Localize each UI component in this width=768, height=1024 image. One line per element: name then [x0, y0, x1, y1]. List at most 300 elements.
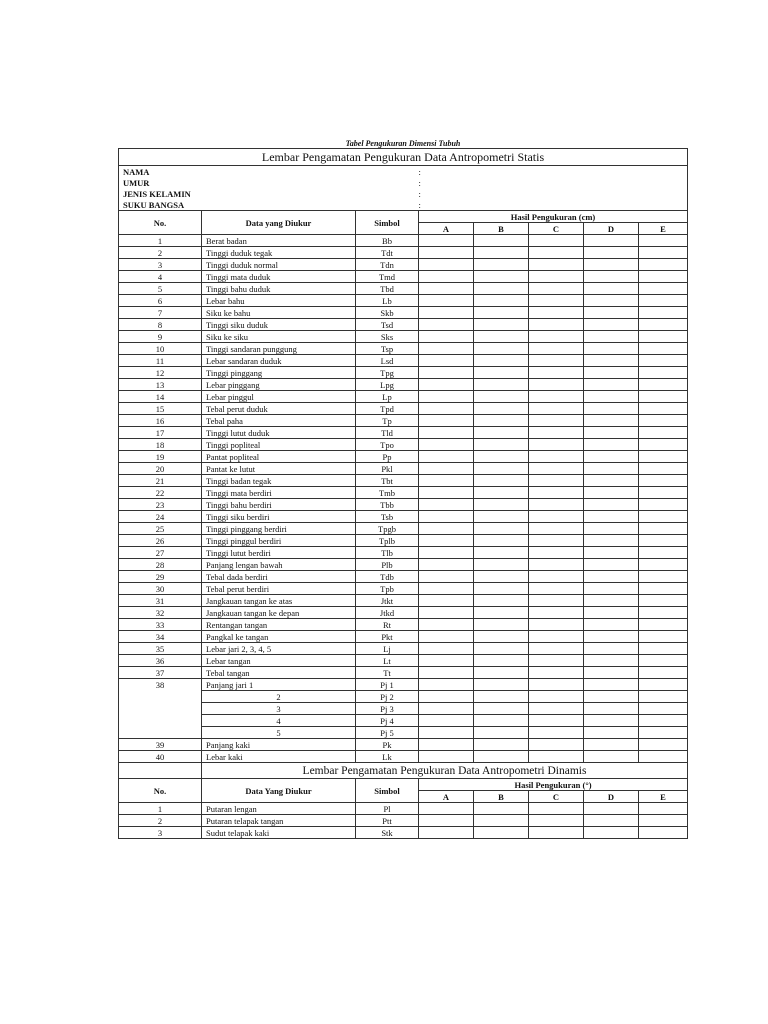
result-cell-c[interactable] [529, 751, 584, 763]
result-cell-e[interactable] [639, 307, 688, 319]
result-cell-b[interactable] [474, 739, 529, 751]
result-cell-e[interactable] [639, 475, 688, 487]
result-cell-c[interactable] [529, 803, 584, 815]
info-field-value[interactable]: : [419, 188, 688, 199]
result-cell-d[interactable] [584, 803, 639, 815]
result-cell-b[interactable] [474, 463, 529, 475]
result-cell-d[interactable] [584, 403, 639, 415]
result-cell-a[interactable] [419, 691, 474, 703]
result-cell-d[interactable] [584, 727, 639, 739]
result-cell-e[interactable] [639, 583, 688, 595]
result-cell-e[interactable] [639, 535, 688, 547]
result-cell-d[interactable] [584, 815, 639, 827]
result-cell-d[interactable] [584, 535, 639, 547]
result-cell-d[interactable] [584, 475, 639, 487]
result-cell-d[interactable] [584, 715, 639, 727]
result-cell-d[interactable] [584, 571, 639, 583]
result-cell-b[interactable] [474, 235, 529, 247]
result-cell-a[interactable] [419, 343, 474, 355]
result-cell-c[interactable] [529, 475, 584, 487]
result-cell-e[interactable] [639, 691, 688, 703]
row-measure: Siku ke bahu [202, 307, 356, 319]
result-cell-c[interactable] [529, 619, 584, 631]
row-measure: 4 [202, 715, 356, 727]
result-cell-e[interactable] [639, 643, 688, 655]
result-cell-c[interactable] [529, 667, 584, 679]
header-no: No. [119, 779, 202, 803]
info-field-label: SUKU BANGSA [119, 199, 419, 211]
result-cell-a[interactable] [419, 619, 474, 631]
result-cell-d[interactable] [584, 307, 639, 319]
result-cell-c[interactable] [529, 295, 584, 307]
row-number: 6 [119, 295, 202, 307]
result-cell-d[interactable] [584, 343, 639, 355]
result-cell-a[interactable] [419, 595, 474, 607]
result-cell-a[interactable] [419, 295, 474, 307]
result-cell-c[interactable] [529, 595, 584, 607]
result-cell-c[interactable] [529, 703, 584, 715]
result-cell-a[interactable] [419, 427, 474, 439]
result-cell-c[interactable] [529, 727, 584, 739]
result-cell-e[interactable] [639, 295, 688, 307]
row-symbol: Rt [356, 619, 419, 631]
row-symbol: Tmb [356, 487, 419, 499]
page-title: Tabel Pengukuran Dimensi Tubuh [345, 139, 461, 148]
result-cell-a[interactable] [419, 547, 474, 559]
result-cell-a[interactable] [419, 319, 474, 331]
info-field-label: JENIS KELAMIN [119, 188, 419, 199]
result-cell-c[interactable] [529, 739, 584, 751]
header-no: No. [119, 211, 202, 235]
result-cell-c[interactable] [529, 307, 584, 319]
result-cell-e[interactable] [639, 715, 688, 727]
info-field-value[interactable]: : [419, 177, 688, 188]
result-cell-e[interactable] [639, 367, 688, 379]
result-cell-c[interactable] [529, 259, 584, 271]
result-cell-a[interactable] [419, 487, 474, 499]
result-cell-a[interactable] [419, 739, 474, 751]
result-cell-b[interactable] [474, 487, 529, 499]
row-symbol: Tdt [356, 247, 419, 259]
row-measure: Lebar jari 2, 3, 4, 5 [202, 643, 356, 655]
result-cell-b[interactable] [474, 367, 529, 379]
row-symbol: Jtkt [356, 595, 419, 607]
row-measure: Tebal tangan [202, 667, 356, 679]
result-cell-e[interactable] [639, 679, 688, 691]
result-cell-c[interactable] [529, 583, 584, 595]
result-cell-a[interactable] [419, 415, 474, 427]
result-cell-c[interactable] [529, 463, 584, 475]
table-row [119, 391, 688, 403]
row-measure: Tebal perut duduk [202, 403, 356, 415]
result-cell-e[interactable] [639, 559, 688, 571]
result-cell-d[interactable] [584, 499, 639, 511]
result-cell-d[interactable] [584, 487, 639, 499]
result-cell-a[interactable] [419, 247, 474, 259]
result-cell-c[interactable] [529, 607, 584, 619]
result-cell-d[interactable] [584, 451, 639, 463]
result-cell-d[interactable] [584, 607, 639, 619]
result-cell-e[interactable] [639, 403, 688, 415]
result-cell-e[interactable] [639, 751, 688, 763]
result-cell-c[interactable] [529, 391, 584, 403]
result-cell-e[interactable] [639, 247, 688, 259]
row-measure: Lebar kaki [202, 751, 356, 763]
row-measure: Tebal dada berdiri [202, 571, 356, 583]
result-cell-b[interactable] [474, 751, 529, 763]
result-cell-a[interactable] [419, 403, 474, 415]
table-row [119, 307, 688, 319]
result-cell-e[interactable] [639, 815, 688, 827]
result-cell-c[interactable] [529, 571, 584, 583]
result-cell-a[interactable] [419, 583, 474, 595]
result-cell-e[interactable] [639, 511, 688, 523]
result-cell-b[interactable] [474, 815, 529, 827]
result-cell-d[interactable] [584, 427, 639, 439]
result-cell-e[interactable] [639, 487, 688, 499]
result-cell-e[interactable] [639, 427, 688, 439]
result-cell-e[interactable] [639, 451, 688, 463]
result-cell-b[interactable] [474, 271, 529, 283]
result-cell-d[interactable] [584, 827, 639, 839]
result-cell-e[interactable] [639, 655, 688, 667]
row-number: 10 [119, 343, 202, 355]
result-cell-e[interactable] [639, 803, 688, 815]
result-cell-a[interactable] [419, 703, 474, 715]
result-cell-e[interactable] [639, 571, 688, 583]
result-cell-d[interactable] [584, 355, 639, 367]
result-cell-d[interactable] [584, 379, 639, 391]
result-cell-b[interactable] [474, 331, 529, 343]
result-cell-b[interactable] [474, 571, 529, 583]
result-cell-b[interactable] [474, 559, 529, 571]
result-cell-b[interactable] [474, 547, 529, 559]
result-cell-c[interactable] [529, 439, 584, 451]
result-cell-d[interactable] [584, 667, 639, 679]
result-cell-c[interactable] [529, 679, 584, 691]
result-cell-c[interactable] [529, 715, 584, 727]
result-cell-d[interactable] [584, 583, 639, 595]
result-cell-b[interactable] [474, 451, 529, 463]
result-cell-b[interactable] [474, 511, 529, 523]
result-cell-e[interactable] [639, 827, 688, 839]
result-cell-b[interactable] [474, 643, 529, 655]
header-col-a: A [419, 791, 474, 803]
result-cell-a[interactable] [419, 331, 474, 343]
result-cell-a[interactable] [419, 559, 474, 571]
row-number: 23 [119, 499, 202, 511]
result-cell-a[interactable] [419, 307, 474, 319]
result-cell-a[interactable] [419, 571, 474, 583]
row-symbol: Pk [356, 739, 419, 751]
result-cell-c[interactable] [529, 827, 584, 839]
table-row [119, 559, 688, 571]
result-cell-a[interactable] [419, 259, 474, 271]
result-cell-a[interactable] [419, 367, 474, 379]
result-cell-b[interactable] [474, 403, 529, 415]
row-symbol: Lsd [356, 355, 419, 367]
row-number: 3 [119, 827, 202, 839]
result-cell-c[interactable] [529, 487, 584, 499]
result-cell-d[interactable] [584, 751, 639, 763]
result-cell-a[interactable] [419, 463, 474, 475]
result-cell-b[interactable] [474, 295, 529, 307]
result-cell-e[interactable] [639, 619, 688, 631]
result-cell-d[interactable] [584, 631, 639, 643]
result-cell-b[interactable] [474, 307, 529, 319]
result-cell-b[interactable] [474, 247, 529, 259]
row-number: 13 [119, 379, 202, 391]
result-cell-d[interactable] [584, 367, 639, 379]
result-cell-d[interactable] [584, 739, 639, 751]
result-cell-e[interactable] [639, 391, 688, 403]
row-measure: Tinggi duduk normal [202, 259, 356, 271]
result-cell-d[interactable] [584, 283, 639, 295]
result-cell-a[interactable] [419, 271, 474, 283]
result-cell-c[interactable] [529, 283, 584, 295]
row-symbol: Skb [356, 307, 419, 319]
row-symbol: Pkt [356, 631, 419, 643]
table-row [119, 619, 688, 631]
result-cell-d[interactable] [584, 415, 639, 427]
info-field-value[interactable]: : [419, 166, 688, 178]
result-cell-d[interactable] [584, 439, 639, 451]
result-cell-d[interactable] [584, 595, 639, 607]
row-number: 26 [119, 535, 202, 547]
result-cell-c[interactable] [529, 535, 584, 547]
result-cell-c[interactable] [529, 631, 584, 643]
result-cell-a[interactable] [419, 643, 474, 655]
result-cell-b[interactable] [474, 727, 529, 739]
result-cell-c[interactable] [529, 559, 584, 571]
result-cell-a[interactable] [419, 715, 474, 727]
result-cell-c[interactable] [529, 451, 584, 463]
result-cell-e[interactable] [639, 607, 688, 619]
result-cell-b[interactable] [474, 439, 529, 451]
result-cell-b[interactable] [474, 679, 529, 691]
result-cell-e[interactable] [639, 259, 688, 271]
result-cell-a[interactable] [419, 727, 474, 739]
result-cell-b[interactable] [474, 499, 529, 511]
result-cell-e[interactable] [639, 331, 688, 343]
result-cell-a[interactable] [419, 827, 474, 839]
result-cell-a[interactable] [419, 439, 474, 451]
result-cell-e[interactable] [639, 499, 688, 511]
result-cell-c[interactable] [529, 343, 584, 355]
result-cell-e[interactable] [639, 727, 688, 739]
result-cell-c[interactable] [529, 331, 584, 343]
result-cell-d[interactable] [584, 523, 639, 535]
result-cell-b[interactable] [474, 415, 529, 427]
result-cell-e[interactable] [639, 283, 688, 295]
result-cell-b[interactable] [474, 583, 529, 595]
result-cell-e[interactable] [639, 355, 688, 367]
result-cell-e[interactable] [639, 379, 688, 391]
result-cell-a[interactable] [419, 379, 474, 391]
result-cell-d[interactable] [584, 547, 639, 559]
result-cell-b[interactable] [474, 803, 529, 815]
result-cell-d[interactable] [584, 331, 639, 343]
info-field-label: NAMA [119, 166, 419, 178]
result-cell-c[interactable] [529, 271, 584, 283]
row-symbol: Pj 5 [356, 727, 419, 739]
result-cell-b[interactable] [474, 595, 529, 607]
result-cell-d[interactable] [584, 295, 639, 307]
result-cell-c[interactable] [529, 379, 584, 391]
result-cell-d[interactable] [584, 559, 639, 571]
result-cell-b[interactable] [474, 619, 529, 631]
table-row [119, 547, 688, 559]
result-cell-e[interactable] [639, 463, 688, 475]
result-cell-b[interactable] [474, 667, 529, 679]
header-col-c: C [529, 223, 584, 235]
result-cell-a[interactable] [419, 523, 474, 535]
result-cell-b[interactable] [474, 427, 529, 439]
result-cell-e[interactable] [639, 595, 688, 607]
result-cell-a[interactable] [419, 391, 474, 403]
row-measure: Lebar bahu [202, 295, 356, 307]
result-cell-e[interactable] [639, 271, 688, 283]
result-cell-d[interactable] [584, 679, 639, 691]
row-number [119, 715, 202, 727]
result-cell-b[interactable] [474, 631, 529, 643]
result-cell-c[interactable] [529, 367, 584, 379]
result-cell-a[interactable] [419, 355, 474, 367]
row-number [119, 727, 202, 739]
result-cell-a[interactable] [419, 535, 474, 547]
result-cell-a[interactable] [419, 815, 474, 827]
result-cell-a[interactable] [419, 803, 474, 815]
header-col-e: E [639, 223, 688, 235]
result-cell-b[interactable] [474, 283, 529, 295]
result-cell-b[interactable] [474, 523, 529, 535]
result-cell-c[interactable] [529, 415, 584, 427]
result-cell-b[interactable] [474, 703, 529, 715]
row-measure: Tebal paha [202, 415, 356, 427]
result-cell-d[interactable] [584, 619, 639, 631]
row-measure: 3 [202, 703, 356, 715]
header-symbol: Simbol [356, 779, 419, 803]
row-number: 18 [119, 439, 202, 451]
result-cell-e[interactable] [639, 319, 688, 331]
result-cell-b[interactable] [474, 827, 529, 839]
result-cell-e[interactable] [639, 439, 688, 451]
result-cell-c[interactable] [529, 247, 584, 259]
result-cell-e[interactable] [639, 235, 688, 247]
row-number: 2 [119, 247, 202, 259]
result-cell-b[interactable] [474, 691, 529, 703]
result-cell-e[interactable] [639, 667, 688, 679]
result-cell-b[interactable] [474, 259, 529, 271]
result-cell-c[interactable] [529, 815, 584, 827]
row-symbol: Tbd [356, 283, 419, 295]
result-cell-d[interactable] [584, 259, 639, 271]
result-cell-d[interactable] [584, 391, 639, 403]
table-row [119, 815, 688, 827]
result-cell-e[interactable] [639, 631, 688, 643]
result-cell-c[interactable] [529, 523, 584, 535]
result-cell-c[interactable] [529, 319, 584, 331]
table-row [119, 511, 688, 523]
result-cell-b[interactable] [474, 379, 529, 391]
result-cell-e[interactable] [639, 739, 688, 751]
row-symbol: Lpg [356, 379, 419, 391]
row-symbol: Lk [356, 751, 419, 763]
result-cell-c[interactable] [529, 499, 584, 511]
table-row [119, 403, 688, 415]
row-number: 34 [119, 631, 202, 643]
result-cell-c[interactable] [529, 355, 584, 367]
result-cell-b[interactable] [474, 535, 529, 547]
result-cell-b[interactable] [474, 355, 529, 367]
result-cell-c[interactable] [529, 235, 584, 247]
row-number: 9 [119, 331, 202, 343]
result-cell-d[interactable] [584, 643, 639, 655]
result-cell-d[interactable] [584, 463, 639, 475]
result-cell-a[interactable] [419, 751, 474, 763]
result-cell-a[interactable] [419, 667, 474, 679]
result-cell-c[interactable] [529, 403, 584, 415]
result-cell-d[interactable] [584, 235, 639, 247]
result-cell-c[interactable] [529, 511, 584, 523]
result-cell-b[interactable] [474, 391, 529, 403]
result-cell-a[interactable] [419, 511, 474, 523]
result-cell-e[interactable] [639, 703, 688, 715]
result-cell-a[interactable] [419, 451, 474, 463]
result-cell-d[interactable] [584, 655, 639, 667]
row-symbol: Pj 3 [356, 703, 419, 715]
result-cell-b[interactable] [474, 343, 529, 355]
result-cell-a[interactable] [419, 631, 474, 643]
result-cell-c[interactable] [529, 691, 584, 703]
result-cell-e[interactable] [639, 415, 688, 427]
result-cell-b[interactable] [474, 715, 529, 727]
result-cell-c[interactable] [529, 643, 584, 655]
result-cell-b[interactable] [474, 319, 529, 331]
row-number: 1 [119, 803, 202, 815]
result-cell-d[interactable] [584, 271, 639, 283]
row-measure: Tebal perut berdiri [202, 583, 356, 595]
result-cell-b[interactable] [474, 475, 529, 487]
row-symbol: Tsb [356, 511, 419, 523]
table-row [119, 715, 688, 727]
result-cell-b[interactable] [474, 607, 529, 619]
row-measure: Tinggi lutut berdiri [202, 547, 356, 559]
info-field-value[interactable]: : [419, 199, 688, 211]
result-cell-d[interactable] [584, 691, 639, 703]
result-cell-d[interactable] [584, 511, 639, 523]
result-cell-a[interactable] [419, 235, 474, 247]
result-cell-c[interactable] [529, 547, 584, 559]
result-cell-a[interactable] [419, 283, 474, 295]
result-cell-e[interactable] [639, 523, 688, 535]
result-cell-e[interactable] [639, 343, 688, 355]
result-cell-d[interactable] [584, 247, 639, 259]
result-cell-d[interactable] [584, 703, 639, 715]
result-cell-c[interactable] [529, 427, 584, 439]
info-field-row [119, 199, 688, 211]
row-measure: Tinggi duduk tegak [202, 247, 356, 259]
result-cell-b[interactable] [474, 655, 529, 667]
result-cell-c[interactable] [529, 655, 584, 667]
result-cell-a[interactable] [419, 655, 474, 667]
result-cell-a[interactable] [419, 679, 474, 691]
result-cell-a[interactable] [419, 475, 474, 487]
result-cell-a[interactable] [419, 499, 474, 511]
result-cell-a[interactable] [419, 607, 474, 619]
result-cell-d[interactable] [584, 319, 639, 331]
result-cell-e[interactable] [639, 547, 688, 559]
